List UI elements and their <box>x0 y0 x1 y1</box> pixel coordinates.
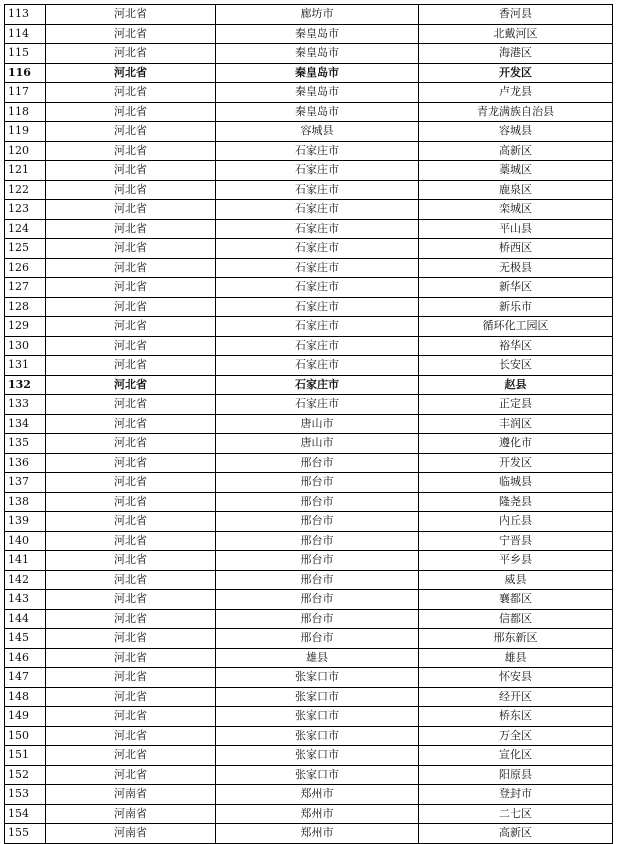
table-row <box>5 765 613 785</box>
province-cell: 河北省 <box>46 726 216 746</box>
table-row <box>5 785 613 805</box>
city-cell: 张家口市 <box>216 668 419 688</box>
table-row <box>5 687 613 707</box>
district-cell: 开发区 <box>419 63 613 83</box>
province-cell: 河南省 <box>46 785 216 805</box>
city-cell: 邢台市 <box>216 473 419 493</box>
city-cell: 张家口市 <box>216 746 419 766</box>
province-cell: 河北省 <box>46 668 216 688</box>
table-row <box>5 278 613 298</box>
province-cell: 河北省 <box>46 473 216 493</box>
table-row <box>5 122 613 142</box>
row-number-cell: 127 <box>5 278 46 298</box>
document-table-container <box>4 4 612 844</box>
row-number-cell: 113 <box>5 5 46 25</box>
table-row <box>5 5 613 25</box>
district-cell: 栾城区 <box>419 200 613 220</box>
province-cell: 河北省 <box>46 5 216 25</box>
city-cell: 石家庄市 <box>216 375 419 395</box>
city-cell: 邢台市 <box>216 453 419 473</box>
city-cell: 张家口市 <box>216 726 419 746</box>
row-number-cell: 129 <box>5 317 46 337</box>
table-row <box>5 297 613 317</box>
table-row <box>5 590 613 610</box>
row-number-cell: 152 <box>5 765 46 785</box>
district-cell: 藁城区 <box>419 161 613 181</box>
province-cell: 河北省 <box>46 141 216 161</box>
city-cell: 石家庄市 <box>216 180 419 200</box>
city-cell: 石家庄市 <box>216 317 419 337</box>
table-row <box>5 648 613 668</box>
city-cell: 廊坊市 <box>216 5 419 25</box>
district-cell: 正定县 <box>419 395 613 415</box>
district-cell: 北戴河区 <box>419 24 613 44</box>
province-cell: 河北省 <box>46 24 216 44</box>
row-number-cell: 126 <box>5 258 46 278</box>
province-cell: 河北省 <box>46 395 216 415</box>
city-cell: 张家口市 <box>216 765 419 785</box>
province-cell: 河北省 <box>46 609 216 629</box>
table-row <box>5 570 613 590</box>
district-cell: 赵县 <box>419 375 613 395</box>
city-cell: 石家庄市 <box>216 239 419 259</box>
row-number-cell: 149 <box>5 707 46 727</box>
city-cell: 邢台市 <box>216 570 419 590</box>
row-number-cell: 142 <box>5 570 46 590</box>
city-cell: 邢台市 <box>216 512 419 532</box>
table-row <box>5 707 613 727</box>
district-cell: 高新区 <box>419 824 613 844</box>
row-number-cell: 131 <box>5 356 46 376</box>
table-row <box>5 473 613 493</box>
province-cell: 河北省 <box>46 317 216 337</box>
row-number-cell: 151 <box>5 746 46 766</box>
district-cell: 宁晋县 <box>419 531 613 551</box>
city-cell: 邢台市 <box>216 590 419 610</box>
province-cell: 河北省 <box>46 453 216 473</box>
district-cell: 信都区 <box>419 609 613 629</box>
table-row <box>5 609 613 629</box>
table-row <box>5 258 613 278</box>
city-cell: 邢台市 <box>216 531 419 551</box>
province-cell: 河北省 <box>46 707 216 727</box>
province-cell: 河北省 <box>46 746 216 766</box>
table-row <box>5 44 613 64</box>
district-cell: 遵化市 <box>419 434 613 454</box>
district-cell: 内丘县 <box>419 512 613 532</box>
row-number-cell: 130 <box>5 336 46 356</box>
city-cell: 邢台市 <box>216 551 419 571</box>
city-cell: 石家庄市 <box>216 278 419 298</box>
city-cell: 石家庄市 <box>216 219 419 239</box>
table-row <box>5 356 613 376</box>
city-cell: 张家口市 <box>216 707 419 727</box>
district-cell: 卢龙县 <box>419 83 613 103</box>
province-cell: 河北省 <box>46 492 216 512</box>
city-cell: 郑州市 <box>216 804 419 824</box>
table-row <box>5 141 613 161</box>
city-cell: 石家庄市 <box>216 258 419 278</box>
district-cell: 桥东区 <box>419 707 613 727</box>
district-cell: 威县 <box>419 570 613 590</box>
province-cell: 河北省 <box>46 297 216 317</box>
table-row <box>5 161 613 181</box>
row-number-cell: 122 <box>5 180 46 200</box>
district-cell: 登封市 <box>419 785 613 805</box>
district-cell: 长安区 <box>419 356 613 376</box>
province-cell: 河北省 <box>46 102 216 122</box>
province-cell: 河北省 <box>46 44 216 64</box>
region-table <box>4 4 613 844</box>
province-cell: 河南省 <box>46 824 216 844</box>
province-cell: 河北省 <box>46 765 216 785</box>
district-cell: 香河县 <box>419 5 613 25</box>
province-cell: 河北省 <box>46 336 216 356</box>
province-cell: 河北省 <box>46 356 216 376</box>
city-cell: 邢台市 <box>216 629 419 649</box>
city-cell: 雄县 <box>216 648 419 668</box>
district-cell: 临城县 <box>419 473 613 493</box>
district-cell: 邢东新区 <box>419 629 613 649</box>
row-number-cell: 115 <box>5 44 46 64</box>
district-cell: 宣化区 <box>419 746 613 766</box>
city-cell: 容城县 <box>216 122 419 142</box>
table-row <box>5 375 613 395</box>
row-number-cell: 119 <box>5 122 46 142</box>
row-number-cell: 116 <box>5 63 46 83</box>
district-cell: 裕华区 <box>419 336 613 356</box>
city-cell: 秦皇岛市 <box>216 24 419 44</box>
table-row <box>5 83 613 103</box>
table-row <box>5 453 613 473</box>
table-row <box>5 180 613 200</box>
row-number-cell: 155 <box>5 824 46 844</box>
row-number-cell: 125 <box>5 239 46 259</box>
district-cell: 平山县 <box>419 219 613 239</box>
row-number-cell: 135 <box>5 434 46 454</box>
table-row <box>5 512 613 532</box>
table-row <box>5 395 613 415</box>
district-cell: 经开区 <box>419 687 613 707</box>
district-cell: 雄县 <box>419 648 613 668</box>
province-cell: 河北省 <box>46 258 216 278</box>
city-cell: 张家口市 <box>216 687 419 707</box>
province-cell: 河北省 <box>46 687 216 707</box>
province-cell: 河北省 <box>46 239 216 259</box>
row-number-cell: 148 <box>5 687 46 707</box>
district-cell: 新华区 <box>419 278 613 298</box>
city-cell: 石家庄市 <box>216 356 419 376</box>
row-number-cell: 123 <box>5 200 46 220</box>
table-row <box>5 219 613 239</box>
province-cell: 河北省 <box>46 414 216 434</box>
province-cell: 河北省 <box>46 278 216 298</box>
district-cell: 新乐市 <box>419 297 613 317</box>
row-number-cell: 121 <box>5 161 46 181</box>
row-number-cell: 138 <box>5 492 46 512</box>
table-row <box>5 414 613 434</box>
table-row <box>5 200 613 220</box>
city-cell: 秦皇岛市 <box>216 44 419 64</box>
row-number-cell: 132 <box>5 375 46 395</box>
row-number-cell: 128 <box>5 297 46 317</box>
row-number-cell: 133 <box>5 395 46 415</box>
district-cell: 青龙满族自治县 <box>419 102 613 122</box>
district-cell: 开发区 <box>419 453 613 473</box>
city-cell: 石家庄市 <box>216 395 419 415</box>
province-cell: 河北省 <box>46 531 216 551</box>
city-cell: 邢台市 <box>216 609 419 629</box>
city-cell: 秦皇岛市 <box>216 83 419 103</box>
table-row <box>5 629 613 649</box>
table-row <box>5 317 613 337</box>
table-row <box>5 336 613 356</box>
row-number-cell: 134 <box>5 414 46 434</box>
district-cell: 无极县 <box>419 258 613 278</box>
table-row <box>5 102 613 122</box>
district-cell: 襄都区 <box>419 590 613 610</box>
row-number-cell: 114 <box>5 24 46 44</box>
row-number-cell: 150 <box>5 726 46 746</box>
district-cell: 隆尧县 <box>419 492 613 512</box>
city-cell: 秦皇岛市 <box>216 102 419 122</box>
city-cell: 秦皇岛市 <box>216 63 419 83</box>
city-cell: 邢台市 <box>216 492 419 512</box>
region-table-body <box>5 5 613 844</box>
row-number-cell: 144 <box>5 609 46 629</box>
table-row <box>5 434 613 454</box>
district-cell: 高新区 <box>419 141 613 161</box>
row-number-cell: 143 <box>5 590 46 610</box>
row-number-cell: 141 <box>5 551 46 571</box>
row-number-cell: 137 <box>5 473 46 493</box>
row-number-cell: 120 <box>5 141 46 161</box>
city-cell: 唐山市 <box>216 434 419 454</box>
row-number-cell: 146 <box>5 648 46 668</box>
table-row <box>5 492 613 512</box>
province-cell: 河北省 <box>46 551 216 571</box>
table-row <box>5 668 613 688</box>
row-number-cell: 154 <box>5 804 46 824</box>
province-cell: 河北省 <box>46 375 216 395</box>
province-cell: 河北省 <box>46 629 216 649</box>
row-number-cell: 140 <box>5 531 46 551</box>
province-cell: 河北省 <box>46 161 216 181</box>
district-cell: 鹿泉区 <box>419 180 613 200</box>
table-row <box>5 746 613 766</box>
table-row <box>5 63 613 83</box>
district-cell: 万全区 <box>419 726 613 746</box>
province-cell: 河北省 <box>46 63 216 83</box>
city-cell: 石家庄市 <box>216 297 419 317</box>
city-cell: 唐山市 <box>216 414 419 434</box>
province-cell: 河北省 <box>46 180 216 200</box>
province-cell: 河南省 <box>46 804 216 824</box>
province-cell: 河北省 <box>46 648 216 668</box>
province-cell: 河北省 <box>46 219 216 239</box>
district-cell: 平乡县 <box>419 551 613 571</box>
table-row <box>5 824 613 844</box>
district-cell: 循环化工园区 <box>419 317 613 337</box>
district-cell: 容城县 <box>419 122 613 142</box>
row-number-cell: 145 <box>5 629 46 649</box>
district-cell: 桥西区 <box>419 239 613 259</box>
table-row <box>5 531 613 551</box>
province-cell: 河北省 <box>46 122 216 142</box>
district-cell: 阳原县 <box>419 765 613 785</box>
city-cell: 石家庄市 <box>216 200 419 220</box>
district-cell: 海港区 <box>419 44 613 64</box>
province-cell: 河北省 <box>46 570 216 590</box>
province-cell: 河北省 <box>46 200 216 220</box>
row-number-cell: 118 <box>5 102 46 122</box>
district-cell: 二七区 <box>419 804 613 824</box>
district-cell: 丰润区 <box>419 414 613 434</box>
city-cell: 石家庄市 <box>216 161 419 181</box>
row-number-cell: 117 <box>5 83 46 103</box>
province-cell: 河北省 <box>46 83 216 103</box>
row-number-cell: 153 <box>5 785 46 805</box>
city-cell: 石家庄市 <box>216 336 419 356</box>
row-number-cell: 147 <box>5 668 46 688</box>
row-number-cell: 136 <box>5 453 46 473</box>
district-cell: 怀安县 <box>419 668 613 688</box>
province-cell: 河北省 <box>46 434 216 454</box>
table-row <box>5 239 613 259</box>
row-number-cell: 139 <box>5 512 46 532</box>
table-row <box>5 24 613 44</box>
row-number-cell: 124 <box>5 219 46 239</box>
table-row <box>5 726 613 746</box>
city-cell: 石家庄市 <box>216 141 419 161</box>
city-cell: 郑州市 <box>216 785 419 805</box>
province-cell: 河北省 <box>46 512 216 532</box>
table-row <box>5 551 613 571</box>
province-cell: 河北省 <box>46 590 216 610</box>
table-row <box>5 804 613 824</box>
city-cell: 郑州市 <box>216 824 419 844</box>
